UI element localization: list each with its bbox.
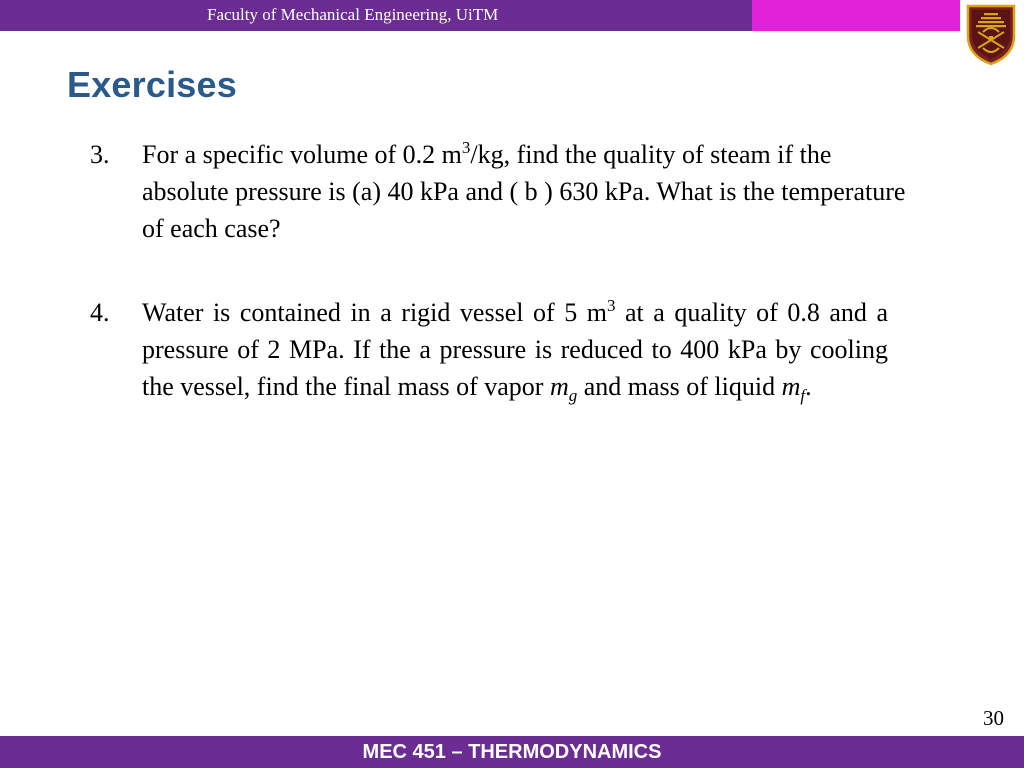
- exercise-number: 4.: [90, 298, 110, 327]
- exercise-text: For a specific volume of 0.2 $m^3/kg$, find the quality of steam if the absolute pressure is (a) 40 kPa and ( b ) 630 kPa. What is the temperature of each case?: [142, 138, 906, 243]
- header-accent-bar: [752, 0, 960, 31]
- exercise-item: [90, 136, 910, 247]
- uitm-crest-icon: [964, 2, 1018, 66]
- page-number: 30: [983, 706, 1004, 730]
- exercise-number: 3.: [90, 140, 110, 169]
- mass-vapor-symbol: m: [549, 372, 569, 401]
- exercise-item: [90, 294, 888, 405]
- faculty-label: Faculty of Mechanical Engineering, UiTM: [207, 5, 499, 24]
- footer-course-title: MEC 451 – THERMODYNAMICS: [362, 741, 662, 763]
- page-title: Exercises: [67, 64, 237, 105]
- mass-liquid-symbol: m: [781, 372, 801, 401]
- exercise-text: Water is contained in a rigid vessel of 5 $m^3$ at a quality of 0.8 and a pressure of 2 MPa. If the a pressure is reduced to 400 kPa by cooling the vessel, find the final mass of vapor $m_g$ and mass of liquid $m_f$.: [142, 296, 888, 405]
